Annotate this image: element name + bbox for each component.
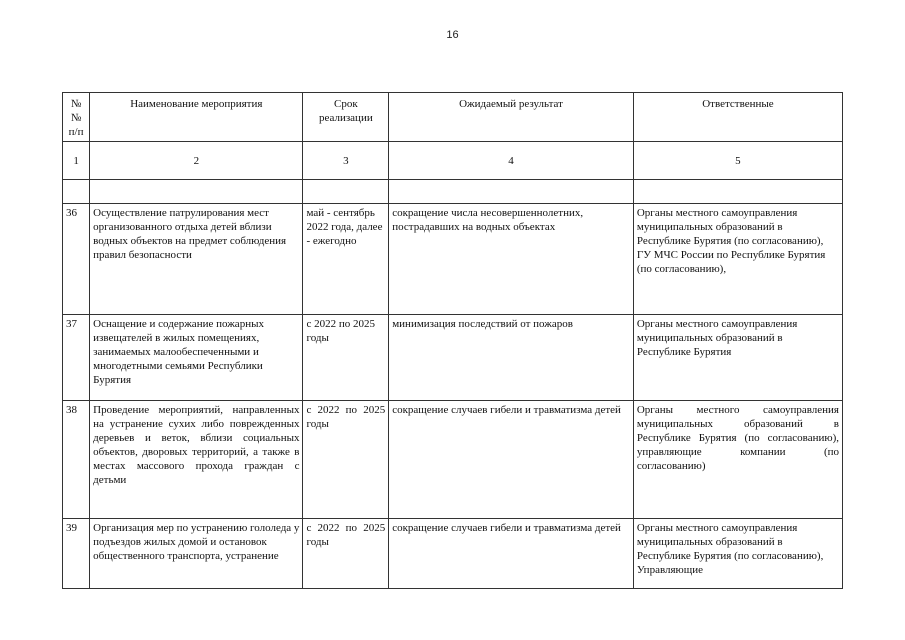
row-number: 37 — [63, 315, 90, 401]
column-number: 3 — [303, 142, 389, 180]
column-number: 5 — [633, 142, 842, 180]
row-number: 38 — [63, 401, 90, 519]
row-number: 36 — [63, 204, 90, 315]
responsible: Органы местного самоуправления муниципальных образований в Республике Бурятия (по согласованию), Управляющие — [633, 519, 842, 589]
activity-name: Проведение мероприятий, направленных на устранение сухих либо поврежденных деревьев и веток, вблизи социальных объектов, дворовых территорий, а также в местах массового прохода граждан с детьми — [90, 401, 303, 519]
activity-name: Организация мер по устранению гололеда у подъездов жилых домой и остановок общественного транспорта, устранение — [90, 519, 303, 589]
header-number: №№ п/п — [63, 93, 90, 142]
page-number: 16 — [446, 29, 459, 41]
expected-result: сокращение случаев гибели и травматизма детей — [389, 401, 634, 519]
column-number: 1 — [63, 142, 90, 180]
header-expected-result: Ожидаемый результат — [389, 93, 634, 142]
expected-result: сокращение числа несовершеннолетних, пострадавших на водных объектах — [389, 204, 634, 315]
table-row — [63, 204, 843, 315]
expected-result: минимизация последствий от пожаров — [389, 315, 634, 401]
blank-row — [63, 180, 843, 204]
term: май - сентябрь 2022 года, далее - ежегодно — [303, 204, 389, 315]
table-row — [63, 401, 843, 519]
header-term: Срок реализации — [303, 93, 389, 142]
responsible: Органы местного самоуправления муниципальных образований в Республике Бурятия (по согласованию), управляющие компании (по согласованию) — [633, 401, 842, 519]
responsible: Органы местного самоуправления муниципальных образований в Республике Бурятия — [633, 315, 842, 401]
header-activity-name: Наименование мероприятия — [90, 93, 303, 142]
header-responsible: Ответственные — [633, 93, 842, 142]
expected-result: сокращение случаев гибели и травматизма детей — [389, 519, 634, 589]
activities-table — [62, 92, 843, 589]
term: с 2022 по 2025 годы — [303, 401, 389, 519]
table-row — [63, 519, 843, 589]
column-number: 4 — [389, 142, 634, 180]
row-number: 39 — [63, 519, 90, 589]
column-number: 2 — [90, 142, 303, 180]
column-number-row — [63, 142, 843, 180]
activity-name: Осуществление патрулирования мест организованного отдыха детей вблизи водных объектов на предмет соблюдения правил безопасности — [90, 204, 303, 315]
term: с 2022 по 2025 годы — [303, 315, 389, 401]
blank-cell — [90, 180, 303, 204]
term: с 2022 по 2025 годы — [303, 519, 389, 589]
activity-name: Оснащение и содержание пожарных извещателей в жилых помещениях, занимаемых малообеспеченными и многодетными семьями Республики Бурятия — [90, 315, 303, 401]
blank-cell — [633, 180, 842, 204]
table-row — [63, 315, 843, 401]
blank-cell — [63, 180, 90, 204]
responsible: Органы местного самоуправления муниципальных образований в Республике Бурятия (по согласованию), ГУ МЧС России по Республике Бурятия (по согласованию), — [633, 204, 842, 315]
table-header-row — [63, 93, 843, 142]
blank-cell — [303, 180, 389, 204]
blank-cell — [389, 180, 634, 204]
